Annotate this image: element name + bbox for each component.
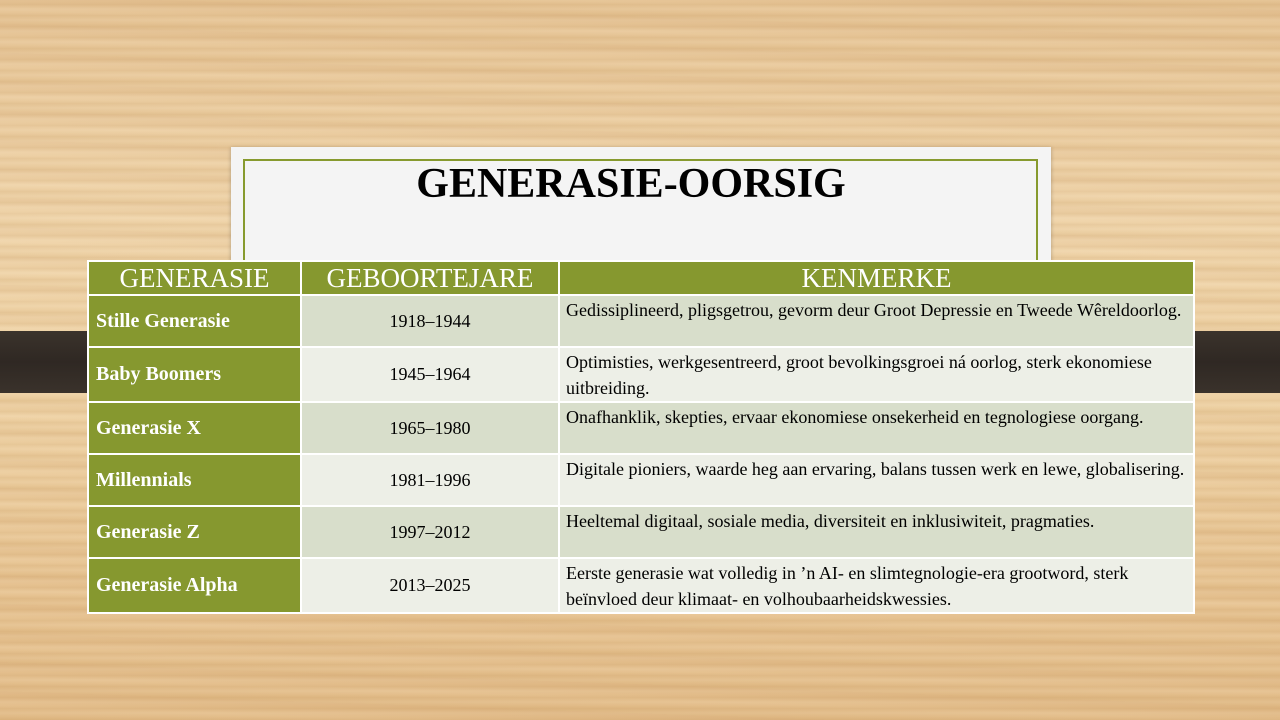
birth-years: 1981–1996 [301, 454, 559, 506]
header-birth-years: GEBOORTEJARE [301, 261, 559, 295]
generation-name: Generasie X [88, 402, 301, 454]
birth-years: 1918–1944 [301, 295, 559, 347]
generation-table [87, 260, 1195, 614]
characteristics: Optimisties, werkgesentreerd, groot bevolkingsgroei ná oorlog, sterk ekonomiese uitbreiding. [559, 347, 1194, 402]
birth-years: 1965–1980 [301, 402, 559, 454]
header-generation: GENERASIE [88, 261, 301, 295]
characteristics: Eerste generasie wat volledig in ’n AI- en slimtegnologie-era grootword, sterk beïnvloed deur klimaat- en volhoubaarheidskwessies. [559, 558, 1194, 613]
table-row [88, 347, 1194, 402]
generation-name: Stille Generasie [88, 295, 301, 347]
birth-years: 2013–2025 [301, 558, 559, 613]
table-row [88, 558, 1194, 613]
table-row [88, 402, 1194, 454]
characteristics: Onafhanklik, skepties, ervaar ekonomiese onsekerheid en tegnologiese oorgang. [559, 402, 1194, 454]
header-characteristics: KENMERKE [559, 261, 1194, 295]
generation-name: Millennials [88, 454, 301, 506]
table-row [88, 506, 1194, 558]
table-header-row [88, 261, 1194, 295]
birth-years: 1997–2012 [301, 506, 559, 558]
characteristics: Heeltemal digitaal, sosiale media, diversiteit en inklusiwiteit, pragmaties. [559, 506, 1194, 558]
characteristics: Gedissiplineerd, pligsgetrou, gevorm deur Groot Depressie en Tweede Wêreldoorlog. [559, 295, 1194, 347]
generation-name: Generasie Alpha [88, 558, 301, 613]
generation-name: Generasie Z [88, 506, 301, 558]
generation-name: Baby Boomers [88, 347, 301, 402]
slide-title: GENERASIE-OORSIG [416, 161, 846, 207]
birth-years: 1945–1964 [301, 347, 559, 402]
table-row [88, 295, 1194, 347]
characteristics: Digitale pioniers, waarde heg aan ervaring, balans tussen werk en lewe, globalisering. [559, 454, 1194, 506]
table-row [88, 454, 1194, 506]
